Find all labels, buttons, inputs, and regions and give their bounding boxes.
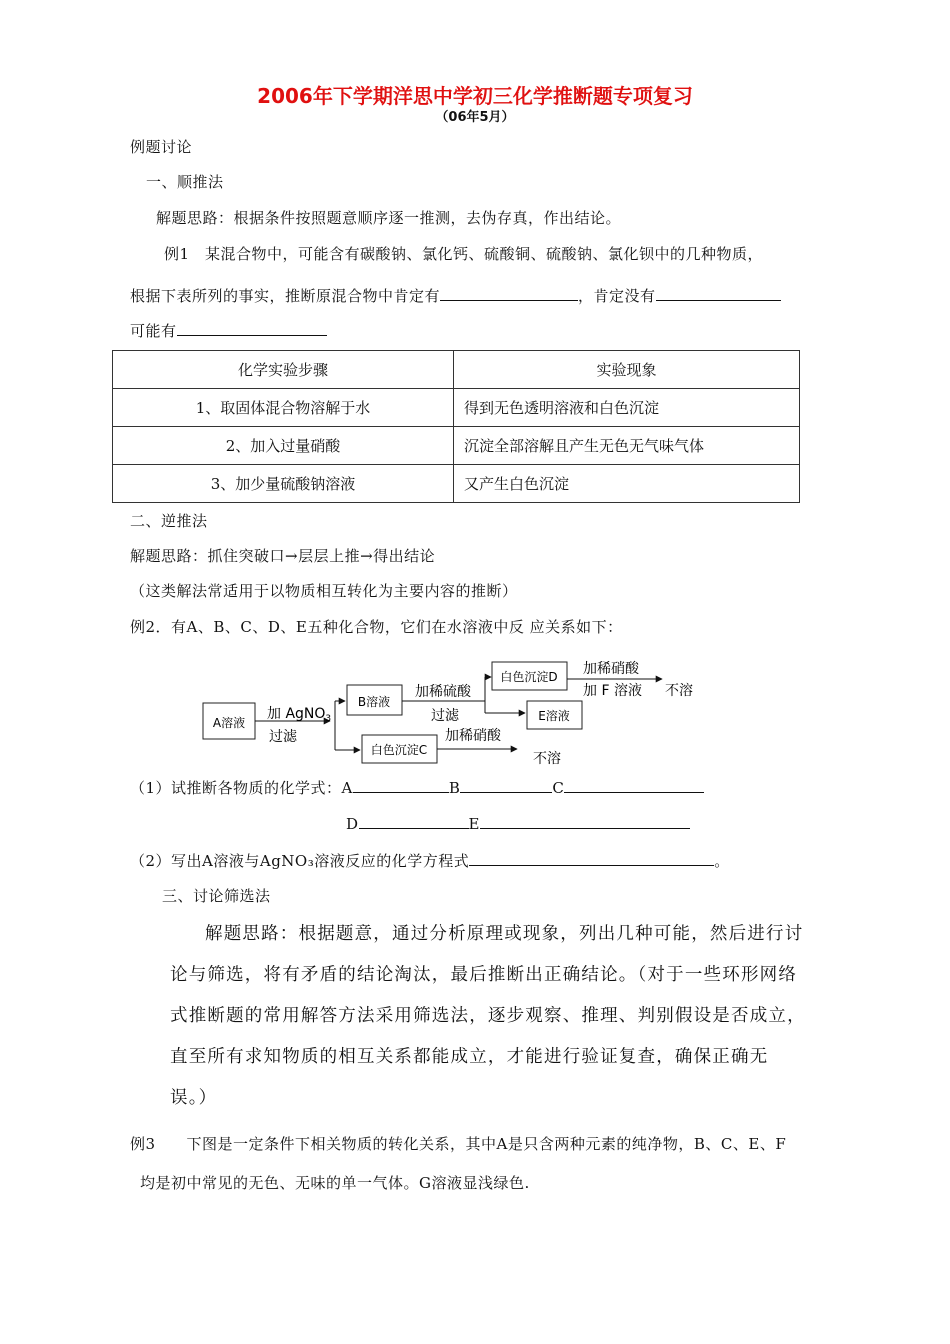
box-e-label: E溶液 [538, 709, 570, 723]
question1-line1 [130, 777, 704, 798]
table-cell: 又产生白色沉淀 [454, 465, 800, 503]
table-cell: 3、加少量硫酸钠溶液 [113, 465, 454, 503]
table-row [113, 389, 800, 427]
sec2-note: （这类解法常适用于以物质相互转化为主要内容的推断） [130, 582, 518, 600]
sec3-line: 式推断题的常用解答方法采用筛选法，逐步观察、推理、判别假设是否成立， [170, 1006, 806, 1026]
answer-blank-b[interactable] [460, 778, 552, 793]
answer-blank-c[interactable] [564, 778, 704, 793]
label-insoluble-2: 不溶 [533, 751, 561, 767]
answer-blank-possible[interactable] [177, 321, 327, 336]
table-cell: 沉淀全部溶解且产生无色无气味气体 [454, 427, 800, 465]
example3-line2: 均是初中常见的无色、无味的单一气体。G溶液显浅绿色. [140, 1174, 530, 1192]
table-header-row [113, 351, 800, 389]
box-d-label: 白色沉淀D [500, 670, 558, 684]
label-filter-1: 过滤 [269, 729, 297, 745]
q2-text-b: 。 [714, 852, 730, 870]
answer-blank-definite[interactable] [440, 286, 578, 301]
box-a-label: A溶液 [212, 716, 246, 730]
table-row [113, 465, 800, 503]
q1-text-d: D [346, 815, 359, 833]
table-cell: 2、加入过量硝酸 [113, 427, 454, 465]
sec3-line: 解题思路：根据题意，通过分析原理或现象，列出几种可能，然后进行讨 [205, 924, 804, 944]
example1-text-b: ，肯定没有 [578, 287, 656, 305]
reaction-flow-diagram [195, 655, 715, 775]
q1-text-b: B [448, 779, 461, 797]
section-heading: 例题讨论 [130, 138, 193, 156]
question2-line [130, 850, 730, 871]
label-add-agno3: 加 AgNO$_3$ [267, 706, 332, 724]
q2-text-a: （2）写出A溶液与AgNO₃溶液反应的化学方程式 [130, 852, 470, 870]
answer-blank-equation[interactable] [469, 851, 714, 866]
q1-text-a: （1）试推断各物质的化学式：A [130, 779, 353, 797]
sec1-approach: 解题思路：根据条件按照题意顺序逐一推测，去伪存真，作出结论。 [156, 209, 622, 227]
sec3-heading: 三、讨论筛选法 [162, 887, 271, 905]
label-filter-2: 过滤 [431, 708, 459, 724]
page-title: 2006年下学期洋思中学初三化学推断题专项复习 [257, 84, 693, 108]
table-cell: 1、取固体混合物溶解于水 [113, 389, 454, 427]
label-dilute-h2so4: 加稀硫酸 [415, 684, 471, 700]
table-cell: 得到无色透明溶液和白色沉淀 [454, 389, 800, 427]
page-subtitle: （06年5月） [435, 110, 515, 125]
sec1-heading: 一、顺推法 [146, 173, 224, 191]
sec3-line: 直至所有求知物质的相互关系都能成立，才能进行验证复查，确保正确无 [170, 1047, 769, 1067]
experiment-table [112, 350, 800, 503]
q1-text-c: C [552, 779, 565, 797]
label-dilute-hno3-2: 加稀硝酸 [445, 728, 501, 744]
label-add-f: 加 F 溶液 [583, 683, 642, 699]
sec3-line: 论与筛选，将有矛盾的结论淘汰，最后推断出正确结论。（对于一些环形网络 [170, 965, 798, 985]
label-dilute-hno3-1: 加稀硝酸 [583, 661, 639, 677]
box-b-label: B溶液 [357, 695, 391, 709]
example1-text-c: 可能有 [130, 322, 177, 340]
box-c-label: 白色沉淀C [370, 743, 428, 757]
example3-line1: 例3 下图是一定条件下相关物质的转化关系，其中A是只含两种元素的纯净物，B、C、E、F [130, 1135, 787, 1153]
example1-line2 [130, 285, 781, 306]
table-row [113, 427, 800, 465]
answer-blank-absent[interactable] [656, 286, 781, 301]
sec3-line: 误。） [170, 1088, 218, 1108]
q1-text-e: E [468, 815, 480, 833]
example1-line1: 例1 某混合物中，可能含有碳酸钠、氯化钙、硫酸铜、硫酸钠、氯化钡中的几种物质， [164, 245, 764, 263]
table-header-cell: 实验现象 [454, 351, 800, 389]
sec2-heading: 二、逆推法 [130, 512, 208, 530]
question1-line2 [346, 814, 690, 833]
table-header-cell: 化学实验步骤 [113, 351, 454, 389]
answer-blank-d[interactable] [359, 814, 469, 829]
answer-blank-e[interactable] [480, 814, 690, 829]
label-insoluble-1: 不溶 [665, 683, 693, 699]
answer-blank-a[interactable] [353, 778, 449, 793]
example2-text: 例2．有A、B、C、D、E五种化合物，它们在水溶液中反 应关系如下： [130, 618, 623, 636]
example1-line3 [130, 320, 327, 341]
example1-text-a: 根据下表所列的事实，推断原混合物中肯定有 [130, 287, 441, 305]
sec2-approach: 解题思路：抓住突破口→层层上推→得出结论 [130, 547, 436, 565]
